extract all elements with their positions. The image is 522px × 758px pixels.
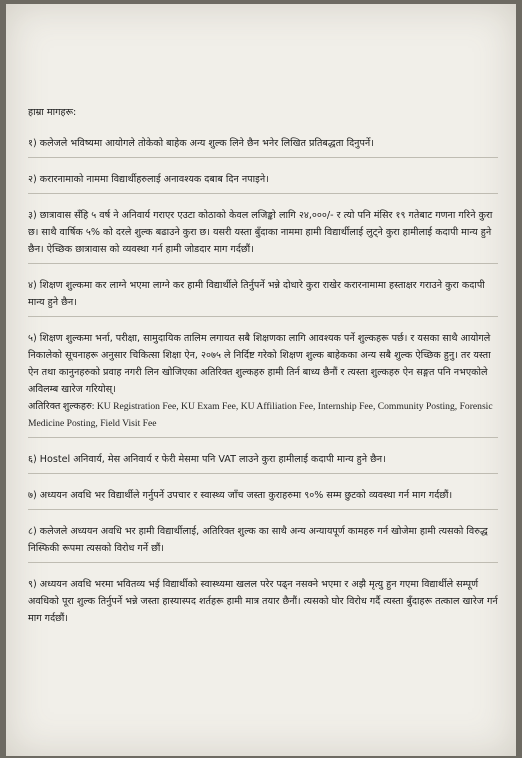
demand-item-3	[28, 207, 498, 264]
demand-item-5	[28, 330, 498, 438]
demand-text-9: ९) अध्ययन अवधि भरमा भवितव्य भई विद्यार्थीको स्वास्थ्यमा खलल परेर पढ्न नसक्ने भएमा र अझै मृत्यु हुन गएमा विद्यार्थीले सम्पूर्ण अवधिको पूरा शुल्क तिर्नुपर्ने भन्ने जस्ता हास्यास्पद शर्तहरू हामी मात्र तयार छैनौं। त्यसको घोर विरोध गर्दै त्यस्ता बुँदाहरू तत्काल खारेज गर्न माग गर्दछौं।	[28, 579, 498, 624]
demand-text-7: ७) अध्ययन अवधि भर विद्यार्थीले गर्नुपर्ने उपचार र स्वास्थ्य जाँच जस्ता कुराहरुमा ९०% सम्म छुटको व्यवस्था गर्न माग गर्दछौं।	[28, 490, 453, 501]
demand-item-7	[28, 487, 498, 510]
demand-item-4	[28, 277, 498, 317]
demand-item-8	[28, 523, 498, 563]
demand-text-4: ४) शिक्षण शुल्कमा कर लाग्ने भएमा लाग्ने कर हामी विद्यार्थीले तिर्नुपर्ने भन्ने दोधारे कुरा राखेर करारनामामा हस्ताक्षर गराउने कुरा कदापी मान्य हुने छैन।	[28, 280, 485, 308]
demands-heading: हाम्रा मागहरू:	[28, 107, 77, 118]
demand-text-1: १) कलेजले भविष्यमा आयोगले तोकेको बाहेक अन्य शुल्क लिने छैन भनेर लिखित प्रतिबद्धता दिनुपर्ने।	[28, 138, 374, 149]
demand-text-5: ५) शिक्षण शुल्कमा भर्ना, परीक्षा, सामुदायिक तालिम लगायत सबै शिक्षणका लागि आवश्यक पर्ने शुल्कहरू पर्छ। र यसका साथै आयोगले निकालेको सूचनाहरू अनुसार चिकित्सा शिक्षा ऐन, २०७५ ले निर्दिष्ट गरेको शिक्षण शुल्क बाहेकका अन्य सबै शुल्क ऐच्छिक हुनु। तर यस्ता ऐन तथा कानुनहरुको प्रवाह नगरी लिन खोजिएका अतिरिक्त शुल्कहरु हामी तिर्न बाध्य छैनौं र त्यस्ता शुल्कहरु ऐन सङ्गत पनि नभएकोले अविलम्ब खारेज गरियोस्।	[28, 333, 491, 395]
additional-fees-line: अतिरिक्त शुल्कहरु: KU Registration Fee, KU Exam Fee, KU Affiliation Fee, Internship Fee, Community Posting, Forensic Medicine Posting, Field Visit Fee	[28, 401, 493, 429]
demand-item-2	[28, 171, 498, 194]
demand-item-6	[28, 451, 498, 474]
demand-text-6: ६) Hostel अनिवार्य, मेस अनिवार्य र फेरी मेसमा पनि VAT लाउने कुरा हामीलाई कदापी मान्य हुने छैन।	[28, 454, 386, 465]
demand-item-9	[28, 576, 498, 632]
demand-item-1	[28, 135, 498, 158]
demand-text-2: २) करारनामाको नाममा विद्यार्थीहरुलाई अनावश्यक दबाब दिन नपाइने।	[28, 174, 269, 185]
demand-text-8: ८) कलेजले अध्ययन अवधि भर हामी विद्यार्थीलाई, अतिरिक्त शुल्क का साथै अन्य अन्यायपूर्ण कामहरु गर्न खोजेमा हामी त्यसको विरुद्ध निस्फिकी रूपमा त्यसको विरोध गर्ने छौं।	[28, 526, 488, 554]
demand-text-3: ३) छात्रावास सँहि ५ वर्ष ने अनिवार्य गराएर एउटा कोठाको केवल लजिङ्को लागि २४,०००/- र त्यो पनि मंसिर १९ गतेबाट गणना गरिने कुरा छ। साथै वार्षिक ५% को दरले शुल्क बढाउने कुरा छ। यसरी यस्ता बुँदाका नाममा हामी विद्यार्थीलाई लुट्ने कुरा हामीलाई कदापी मान्य हुने छैन। ऐच्छिक छात्रावास को व्यवस्था गर्न हामी जोडदार माग गर्दछौं।	[28, 210, 493, 255]
document-page	[6, 4, 516, 756]
document-body	[28, 104, 498, 645]
